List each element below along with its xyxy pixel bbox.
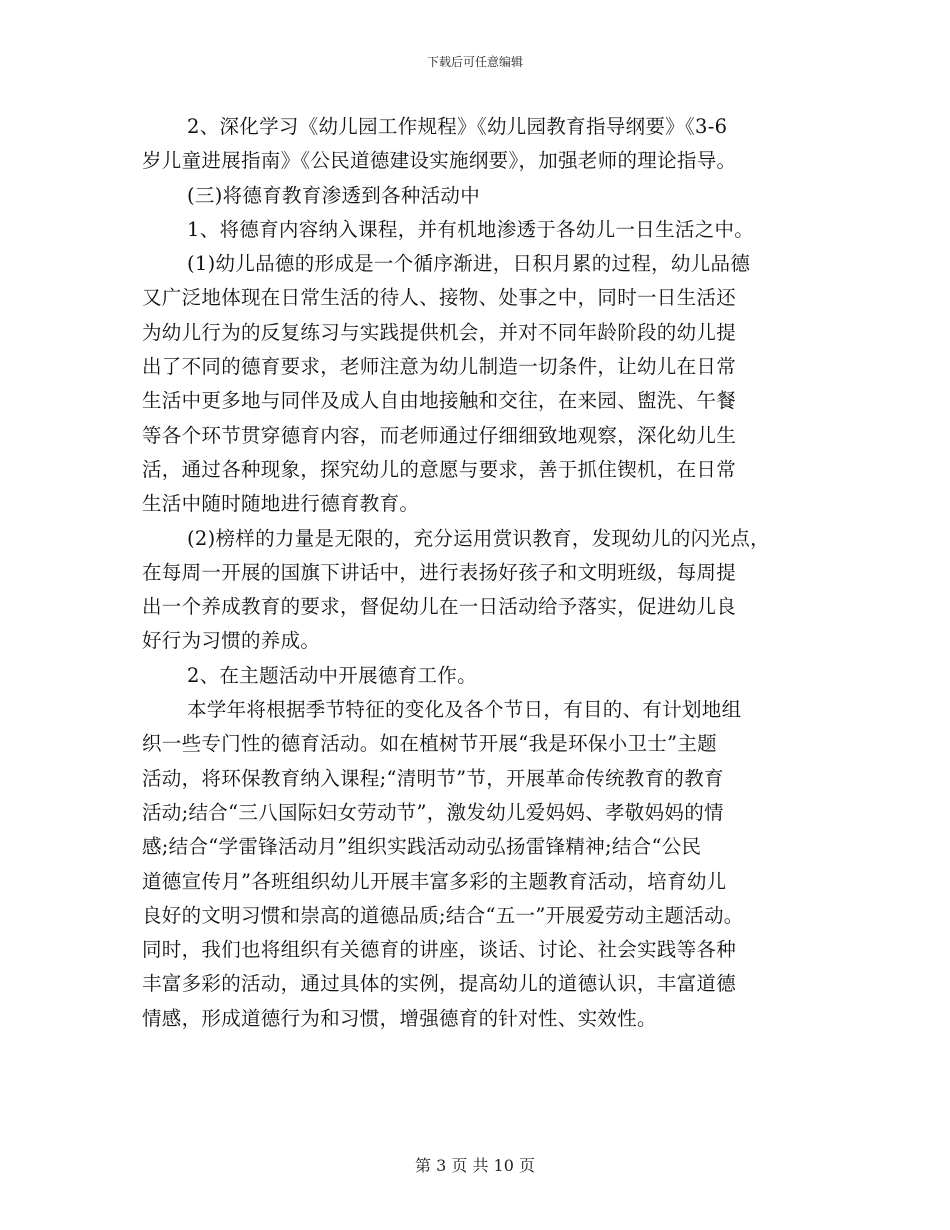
paragraph-line: (1)幼儿品德的形成是一个循序渐进，日积月累的过程，幼儿品德 bbox=[187, 252, 751, 276]
paragraph-line: 织一些专门性的德育活动。如在植树节开展“我是环保小卫士”主题 bbox=[142, 732, 717, 756]
paragraph-line: 生活中更多地与同伴及成人自由地接触和交往，在来园、盥洗、午餐 bbox=[142, 389, 737, 413]
paragraph-line: 活动;结合“三八国际妇女劳动节”，激发幼儿爱妈妈、孝敬妈妈的情 bbox=[142, 800, 724, 824]
paragraph-line: 生活中随时随地进行德育教育。 bbox=[142, 492, 420, 516]
paragraph-line: 1、将德育内容纳入课程，并有机地渗透于各幼儿一日生活之中。 bbox=[187, 217, 755, 241]
paragraph-line: 出一个养成教育的要求，督促幼儿在一日活动给予落实，促进幼儿良 bbox=[142, 595, 737, 619]
page-header: 下载后可任意编辑 bbox=[426, 55, 523, 69]
document-body bbox=[142, 110, 822, 1036]
paragraph-line: 在每周一开展的国旗下讲话中，进行表扬好孩子和文明班级，每周提 bbox=[142, 560, 737, 584]
paragraph-line: 道德宣传月”各班组织幼儿开展丰富多彩的主题教育活动，培育幼儿 bbox=[142, 869, 727, 893]
paragraph-line: 2、深化学习《幼儿园工作规程》《幼儿园教育指导纲要》《3-6 bbox=[187, 115, 728, 138]
section-heading: (三)将德育教育渗透到各种活动中 bbox=[187, 183, 481, 207]
paragraph-line: 活，通过各种现象，探究幼儿的意愿与要求，善于抓住锲机，在日常 bbox=[142, 457, 737, 481]
paragraph-line: 好行为习惯的养成。 bbox=[142, 629, 321, 653]
paragraph-line: (2)榜样的力量是无限的，充分运用赏识教育，发现幼儿的闪光点， bbox=[187, 526, 770, 550]
paragraph-line: 丰富多彩的活动，通过具体的实例，提高幼儿的道德认识，丰富道德 bbox=[142, 972, 737, 996]
paragraph-line: 情感，形成道德行为和习惯，增强德育的针对性、实效性。 bbox=[142, 1006, 657, 1030]
paragraph-line: 岁儿童进展指南》《公民道德建设实施纲要》，加强老师的理论指导。 bbox=[142, 149, 737, 173]
paragraph-line: 良好的文明习惯和崇高的道德品质;结合“五一”开展爱劳动主题活动。 bbox=[142, 903, 744, 927]
paragraph-line: 本学年将根据季节特征的变化及各个节日，有目的、有计划地组 bbox=[187, 698, 742, 722]
paragraph-line: 2、在主题活动中开展德育工作。 bbox=[187, 663, 477, 687]
paragraph-line: 又广泛地体现在日常生活的待人、接物、处事之中，同时一日生活还 bbox=[142, 286, 737, 310]
page-number-footer: 第 3 页 共 10 页 bbox=[415, 1156, 535, 1175]
paragraph-line: 为幼儿行为的反复练习与实践提供机会，并对不同年龄阶段的幼儿提 bbox=[142, 320, 737, 344]
paragraph-line: 活动，将环保教育纳入课程;“清明节”节，开展革命传统教育的教育 bbox=[142, 766, 724, 790]
paragraph-line: 等各个环节贯穿德育内容，而老师通过仔细细致地观察，深化幼儿生 bbox=[142, 423, 737, 447]
paragraph-line: 出了不同的德育要求，老师注意为幼儿制造一切条件，让幼儿在日常 bbox=[142, 355, 737, 379]
paragraph-line: 同时，我们也将组织有关德育的讲座，谈话、讨论、社会实践等各种 bbox=[142, 938, 737, 962]
paragraph-line: 感;结合“学雷锋活动月”组织实践活动动弘扬雷锋精神;结合“公民 bbox=[142, 835, 702, 859]
